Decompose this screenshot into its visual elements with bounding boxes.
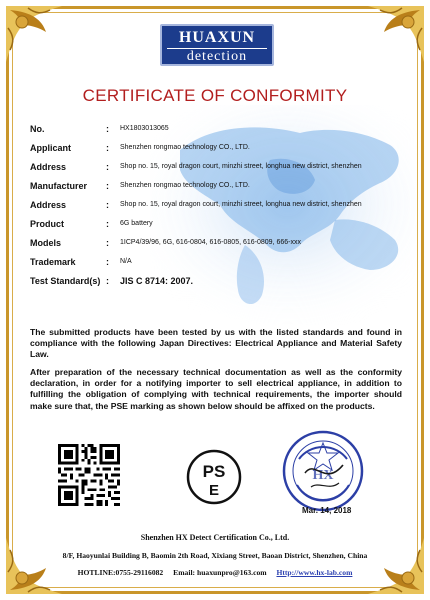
field-value: Shenzhen rongmao technology CO., LTD. (120, 182, 250, 189)
field-colon: : (106, 219, 109, 229)
svg-text:PS: PS (202, 462, 226, 481)
field-label: Manufacturer (30, 181, 88, 191)
official-seal-stamp (281, 429, 365, 513)
field-label: Address (30, 162, 67, 172)
footer-contact (0, 568, 430, 577)
field-colon: : (106, 143, 109, 153)
field-colon: : (106, 276, 109, 286)
field-colon: : (106, 200, 109, 210)
corner-ornament-icon (2, 534, 66, 598)
logo-line2: detection (186, 49, 248, 64)
corner-ornament-icon (364, 2, 428, 66)
footer-hotline: HOTLINE:0755-29116082 (77, 568, 164, 577)
field-row-models (30, 235, 420, 254)
field-value: HX1803013065 (120, 125, 169, 132)
field-row-product (30, 216, 420, 235)
field-colon: : (106, 238, 109, 248)
compliance-statement: The submitted products have been tested by us with the listed standards and found in compliance with the following Japan Directives: Electrical Appliance and Material Safety Law. (30, 327, 402, 360)
field-row-manufacturer-address (30, 197, 420, 216)
field-value: 6G battery (120, 220, 153, 227)
field-value: Shop no. 15, royal dragon court, minzhi street, longhua new district, shenzhen (120, 163, 362, 170)
logo-line1: HUAXUN (178, 29, 256, 46)
field-row-trademark (30, 254, 420, 273)
certificate-fields (30, 121, 420, 292)
field-value: Shenzhen rongmao technology CO., LTD. (120, 144, 250, 151)
field-row-manufacturer (30, 178, 420, 197)
footer-company: Shenzhen HX Detect Certification Co., Ltd. (140, 533, 290, 542)
field-label: Trademark (30, 257, 76, 267)
field-colon: : (106, 162, 109, 172)
field-value: Shop no. 15, royal dragon court, minzhi street, longhua new district, shenzhen (120, 201, 362, 208)
corner-ornament-icon (364, 534, 428, 598)
field-label: No. (30, 124, 45, 134)
pse-declaration: After preparation of the necessary technical documentation as well as the conformity declaration, in order for a notifying importer to sell electrical appliance, in addition to fulfilling the obligation of complying with technical requirements, the importer should make sure that, the PSE marking as shown below should be affixed on the products. (30, 367, 402, 411)
field-label: Models (30, 238, 62, 248)
field-value: JIS C 8714: 2007. (120, 276, 194, 286)
certificate-title: CERTIFICATE OF CONFORMITY (82, 86, 348, 105)
footer-website-link[interactable]: Http://www.hx-lab.com (276, 568, 353, 577)
field-colon: : (106, 181, 109, 191)
field-label: Applicant (30, 143, 72, 153)
field-colon: : (106, 124, 109, 134)
field-value: N/A (120, 258, 132, 265)
field-label: Test Standard(s) (30, 276, 101, 286)
field-colon: : (106, 257, 109, 267)
huaxun-logo (160, 24, 274, 66)
svg-text:E: E (208, 482, 220, 499)
pse-mark-icon (186, 449, 242, 505)
field-label: Address (30, 200, 67, 210)
field-label: Product (30, 219, 65, 229)
field-value: 1ICP4/39/96, 6G, 616-0804, 616-0805, 616-0809, 666-xxx (120, 239, 301, 246)
field-row-address (30, 159, 420, 178)
issue-date: Mar. 14, 2018 (302, 506, 352, 515)
field-row-number (30, 121, 420, 140)
field-row-test-standard (30, 273, 420, 292)
svg-text:HX: HX (312, 468, 334, 483)
footer-address: 8/F, Haoyunlai Building B, Baomin 2th Road, Xixiang Street, Baoan District, Shenzhen, China (62, 551, 368, 560)
footer-email[interactable]: Email: huaxunpro@163.com (173, 568, 267, 577)
qr-code-icon (58, 444, 120, 506)
corner-ornament-icon (2, 2, 66, 66)
field-row-applicant (30, 140, 420, 159)
